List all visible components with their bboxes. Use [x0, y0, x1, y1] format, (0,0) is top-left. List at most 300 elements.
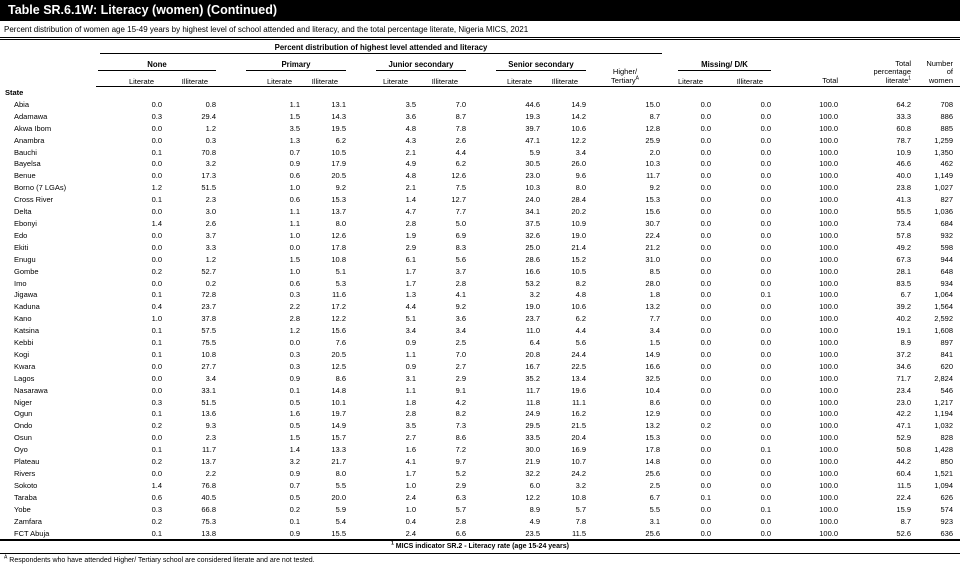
value-cell: 12.2 — [525, 492, 540, 502]
value-cell: 5.1 — [405, 314, 416, 324]
table-row — [0, 301, 960, 313]
value-cell: 0.2 — [700, 421, 712, 431]
section-label-state: State — [5, 88, 24, 97]
value-cell: 1.5 — [289, 433, 300, 443]
value-cell: 100.0 — [819, 278, 839, 288]
table-row — [0, 230, 960, 242]
value-cell: 0.0 — [760, 159, 772, 169]
value-cell: 1,064 — [934, 290, 954, 300]
value-cell: 37.2 — [896, 349, 912, 359]
value-cell: 0.0 — [760, 385, 772, 395]
value-cell: 0.0 — [700, 433, 712, 443]
value-cell: 0.0 — [700, 99, 712, 109]
value-cell: 15.5 — [331, 528, 346, 538]
value-cell: 2.9 — [455, 373, 466, 383]
table-row — [0, 325, 960, 337]
value-cell: 0.0 — [700, 409, 712, 419]
value-cell: 1.3 — [289, 135, 300, 145]
value-cell: 10.7 — [571, 457, 586, 467]
value-cell: 12.8 — [645, 123, 661, 133]
value-cell: 23.5 — [525, 528, 540, 538]
value-cell: 1,194 — [934, 409, 954, 419]
value-cell: 11.5 — [896, 480, 912, 490]
value-cell: 41.3 — [896, 195, 912, 205]
value-cell: 2.2 — [289, 302, 300, 312]
value-cell: 100.0 — [819, 254, 839, 264]
value-cell: 5.9 — [529, 147, 540, 157]
value-cell: 10.9 — [896, 147, 912, 157]
state-cell: Nasarawa — [14, 385, 48, 395]
value-cell: 100.0 — [819, 469, 839, 478]
value-cell: 1.6 — [405, 445, 416, 455]
state-cell: Taraba — [14, 492, 37, 502]
state-cell: Gombe — [14, 266, 39, 276]
table-row — [0, 444, 960, 456]
value-cell: 32.5 — [645, 373, 661, 383]
value-cell: 7.7 — [455, 207, 466, 217]
value-cell: 897 — [940, 338, 954, 348]
value-cell: 620 — [940, 361, 954, 371]
value-cell: 1.7 — [405, 469, 416, 478]
state-cell: Imo — [14, 278, 27, 288]
value-cell: 0.0 — [700, 457, 712, 467]
value-cell: 5.9 — [335, 504, 346, 514]
state-cell: Kwara — [14, 361, 36, 371]
value-cell: 5.3 — [335, 278, 346, 288]
value-cell: 1,521 — [934, 469, 954, 478]
value-cell: 10.5 — [571, 266, 586, 276]
value-cell: 934 — [940, 278, 954, 288]
value-cell: 3.0 — [205, 207, 216, 217]
value-cell: 100.0 — [819, 99, 839, 109]
value-cell: 83.5 — [896, 278, 912, 288]
value-cell: 1.8 — [649, 290, 661, 300]
value-cell: 1,350 — [934, 147, 954, 157]
column-header-none-literate: Literate — [96, 71, 164, 87]
value-cell: 0.0 — [760, 373, 772, 383]
value-cell: 100.0 — [819, 516, 839, 526]
value-cell: 932 — [940, 230, 954, 240]
value-cell: 13.7 — [331, 207, 346, 217]
value-cell: 0.1 — [151, 290, 162, 300]
value-cell: 626 — [940, 492, 954, 502]
value-cell: 23.7 — [525, 314, 540, 324]
value-cell: 52.9 — [896, 433, 912, 443]
table-row — [0, 468, 960, 480]
value-cell: 0.4 — [405, 516, 416, 526]
value-cell: 0.0 — [760, 278, 772, 288]
value-cell: 15.3 — [331, 195, 346, 205]
table-row — [0, 194, 960, 206]
value-cell: 2.9 — [455, 480, 466, 490]
spanner-header — [96, 40, 662, 55]
value-cell: 13.2 — [645, 421, 661, 431]
value-cell: 0.0 — [151, 254, 162, 264]
value-cell: 32.2 — [525, 469, 540, 478]
value-cell: 11.8 — [525, 397, 540, 407]
value-cell: 14.9 — [331, 421, 346, 431]
value-cell: 44.6 — [525, 99, 540, 109]
table-row — [0, 361, 960, 373]
value-cell: 28.4 — [571, 195, 586, 205]
value-cell: 923 — [940, 516, 954, 526]
value-cell: 0.0 — [151, 99, 162, 109]
column-header-missing-illiterate: Illiterate — [713, 71, 773, 87]
value-cell: 10.8 — [571, 492, 586, 502]
table-row — [0, 492, 960, 504]
table-row — [0, 218, 960, 230]
value-cell: 0.1 — [151, 528, 162, 538]
value-cell: 0.0 — [760, 457, 772, 467]
value-cell: 0.1 — [151, 326, 162, 336]
value-cell: 0.0 — [151, 469, 162, 478]
table-row — [0, 111, 960, 123]
value-cell: 100.0 — [819, 135, 839, 145]
value-cell: 1.4 — [405, 195, 416, 205]
column-header-missing-literate: Literate — [662, 71, 713, 87]
value-cell: 49.2 — [896, 242, 912, 252]
state-cell: Borno (7 LGAs) — [14, 183, 67, 193]
state-cell: Plateau — [14, 457, 40, 467]
value-cell: 31.0 — [645, 254, 661, 264]
value-cell: 0.0 — [760, 397, 772, 407]
value-cell: 10.8 — [201, 349, 216, 359]
table-row — [0, 504, 960, 516]
table-row — [0, 242, 960, 254]
value-cell: 35.2 — [525, 373, 540, 383]
value-cell: 1.5 — [289, 254, 300, 264]
value-cell: 12.6 — [331, 230, 346, 240]
value-cell: 100.0 — [819, 326, 839, 336]
value-cell: 73.4 — [896, 218, 912, 228]
value-cell: 11.7 — [201, 445, 216, 455]
spanner-label: Percent distribution of highest level attended and literacy — [100, 43, 662, 54]
value-cell: 0.0 — [700, 314, 712, 324]
value-cell: 1.7 — [405, 278, 416, 288]
value-cell: 3.7 — [205, 230, 216, 240]
state-cell: Kogi — [14, 349, 30, 359]
value-cell: 0.9 — [405, 361, 416, 371]
value-cell: 2.1 — [405, 147, 416, 157]
value-cell: 0.1 — [151, 195, 162, 205]
value-cell: 0.0 — [700, 480, 712, 490]
value-cell: 7.8 — [455, 123, 466, 133]
value-cell: 0.3 — [151, 504, 162, 514]
value-cell: 25.0 — [525, 242, 540, 252]
value-cell: 100.0 — [819, 147, 839, 157]
value-cell: 26.0 — [571, 159, 586, 169]
value-cell: 60.8 — [896, 123, 912, 133]
value-cell: 0.0 — [151, 135, 162, 145]
value-cell: 0.0 — [760, 361, 772, 371]
value-cell: 0.0 — [151, 385, 162, 395]
value-cell: 15.6 — [645, 207, 661, 217]
value-cell: 9.1 — [455, 385, 466, 395]
value-cell: 55.5 — [896, 207, 912, 217]
value-cell: 100.0 — [819, 302, 839, 312]
value-cell: 15.9 — [896, 504, 912, 514]
value-cell: 12.2 — [331, 314, 346, 324]
value-cell: 1.1 — [289, 99, 300, 109]
value-cell: 0.9 — [405, 338, 416, 348]
state-cell: Kano — [14, 314, 32, 324]
state-cell: Niger — [14, 397, 32, 407]
value-cell: 52.6 — [896, 528, 912, 538]
value-cell: 23.0 — [525, 171, 540, 181]
value-cell: 7.7 — [649, 314, 661, 324]
header-spanner-row — [0, 40, 960, 55]
value-cell: 4.8 — [405, 171, 416, 181]
value-cell: 6.1 — [405, 254, 416, 264]
value-cell: 2.7 — [405, 433, 416, 443]
value-cell: 4.4 — [405, 302, 416, 312]
state-cell: Anambra — [14, 135, 45, 145]
state-cell: Kebbi — [14, 338, 34, 348]
value-cell: 0.3 — [205, 135, 216, 145]
value-cell: 3.4 — [575, 147, 586, 157]
value-cell: 0.0 — [760, 326, 772, 336]
value-cell: 3.1 — [649, 516, 661, 526]
value-cell: 4.3 — [405, 135, 416, 145]
value-cell: 0.0 — [700, 195, 712, 205]
value-cell: 4.8 — [575, 290, 586, 300]
value-cell: 10.6 — [571, 302, 586, 312]
value-cell: 33.1 — [201, 385, 216, 395]
value-cell: 16.7 — [525, 361, 540, 371]
value-cell: 3.4 — [405, 326, 416, 336]
column-header-junior-illiterate: Illiterate — [418, 71, 468, 87]
value-cell: 4.2 — [455, 397, 466, 407]
value-cell: 2.3 — [205, 195, 216, 205]
value-cell: 22.4 — [645, 230, 661, 240]
state-cell: Rivers — [14, 469, 36, 478]
footnote-1-symbol: 1 — [391, 541, 394, 548]
value-cell: 0.0 — [700, 326, 712, 336]
value-cell: 0.0 — [760, 147, 772, 157]
value-cell: 17.8 — [331, 242, 346, 252]
value-cell: 0.3 — [289, 349, 300, 359]
value-cell: 20.0 — [331, 492, 346, 502]
value-cell: 2.5 — [649, 480, 661, 490]
value-cell: 100.0 — [819, 385, 839, 395]
value-cell: 0.3 — [151, 111, 162, 121]
value-cell: 0.0 — [760, 218, 772, 228]
table-row — [0, 254, 960, 266]
footnote-indicator: $^1$ MICS indicator SR.2 - Literacy rate (age 15-24 years) — [0, 541, 960, 554]
value-cell: 636 — [940, 528, 954, 538]
value-cell: 16.6 — [645, 361, 661, 371]
table-row — [0, 432, 960, 444]
value-cell: 0.0 — [700, 135, 712, 145]
value-cell: 1.1 — [405, 385, 416, 395]
value-cell: 12.5 — [331, 361, 346, 371]
value-cell: 0.0 — [760, 254, 772, 264]
value-cell: 1.5 — [289, 111, 300, 121]
value-cell: 19.1 — [896, 326, 912, 336]
literacy-table — [0, 39, 960, 541]
value-cell: 10.5 — [331, 147, 346, 157]
value-cell: 42.2 — [896, 409, 912, 419]
value-cell: 0.0 — [151, 159, 162, 169]
table-row — [0, 123, 960, 135]
value-cell: 76.8 — [201, 480, 216, 490]
value-cell: 7.0 — [455, 99, 466, 109]
value-cell: 23.8 — [896, 183, 912, 193]
value-cell: 0.0 — [289, 242, 300, 252]
value-cell: 13.4 — [571, 373, 586, 383]
value-cell: 0.0 — [700, 242, 712, 252]
value-cell: 3.4 — [205, 373, 216, 383]
value-cell: 0.0 — [289, 338, 300, 348]
value-cell: 0.7 — [289, 147, 300, 157]
value-cell: 0.0 — [700, 504, 712, 514]
value-cell: 648 — [940, 266, 954, 276]
value-cell: 5.5 — [649, 504, 661, 514]
value-cell: 1.0 — [151, 314, 162, 324]
value-cell: 0.0 — [760, 421, 772, 431]
value-cell: 15.6 — [331, 326, 346, 336]
value-cell: 0.0 — [151, 373, 162, 383]
value-cell: 3.2 — [575, 480, 586, 490]
value-cell: 3.6 — [405, 111, 416, 121]
value-cell: 30.0 — [525, 445, 540, 455]
group-header-junior-secondary: Junior secondary — [348, 54, 468, 71]
value-cell: 0.0 — [700, 338, 712, 348]
value-cell: 0.0 — [151, 207, 162, 217]
value-cell: 0.1 — [289, 385, 300, 395]
value-cell: 2.3 — [205, 433, 216, 443]
value-cell: 13.8 — [201, 528, 216, 538]
value-cell: 0.0 — [760, 195, 772, 205]
value-cell: 0.0 — [700, 147, 712, 157]
value-cell: 0.2 — [205, 278, 216, 288]
value-cell: 20.2 — [571, 207, 586, 217]
value-cell: 1.8 — [405, 397, 416, 407]
value-cell: 0.0 — [760, 314, 772, 324]
value-cell: 0.9 — [289, 469, 300, 478]
value-cell: 684 — [940, 218, 954, 228]
table-row — [0, 337, 960, 349]
value-cell: 13.1 — [331, 99, 346, 109]
value-cell: 0.0 — [700, 361, 712, 371]
value-cell: 51.5 — [201, 397, 216, 407]
value-cell: 24.0 — [525, 195, 540, 205]
value-cell: 0.0 — [700, 111, 712, 121]
value-cell: 34.1 — [525, 207, 540, 217]
value-cell: 1.2 — [205, 123, 216, 133]
value-cell: 47.1 — [896, 421, 912, 431]
value-cell: 4.9 — [529, 516, 540, 526]
value-cell: 5.4 — [335, 516, 346, 526]
value-cell: 0.1 — [151, 349, 162, 359]
value-cell: 10.6 — [571, 123, 586, 133]
value-cell: 75.5 — [201, 338, 216, 348]
section-row — [0, 87, 960, 99]
value-cell: 1.1 — [405, 349, 416, 359]
table-row — [0, 158, 960, 170]
value-cell: 15.7 — [331, 433, 346, 443]
table-header — [0, 40, 960, 87]
footnote-a-symbol: A — [4, 555, 8, 562]
value-cell: 708 — [940, 99, 954, 109]
value-cell: 4.7 — [405, 207, 416, 217]
value-cell: 2.2 — [205, 469, 216, 478]
value-cell: 28.1 — [896, 266, 912, 276]
value-cell: 20.5 — [331, 171, 346, 181]
value-cell: 8.6 — [335, 373, 346, 383]
value-cell: 100.0 — [819, 349, 839, 359]
value-cell: 19.5 — [331, 123, 346, 133]
value-cell: 0.0 — [760, 409, 772, 419]
value-cell: 2.4 — [405, 528, 416, 538]
table-subtitle: Percent distribution of women age 15-49 years by highest level of school attended and literacy, and the total percentage literate, Nigeria MICS, 2021 — [0, 21, 960, 38]
value-cell: 841 — [940, 349, 954, 359]
state-cell: Kaduna — [14, 302, 40, 312]
value-cell: 6.3 — [455, 492, 466, 502]
group-header-senior-secondary: Senior secondary — [468, 54, 588, 71]
value-cell: 44.2 — [896, 457, 912, 467]
value-cell: 11.7 — [525, 385, 540, 395]
value-cell: 2.8 — [455, 278, 466, 288]
value-cell: 1,027 — [934, 183, 954, 193]
value-cell: 2.5 — [455, 338, 466, 348]
value-cell: 25.6 — [645, 469, 661, 478]
value-cell: 15.3 — [645, 433, 661, 443]
value-cell: 0.0 — [760, 480, 772, 490]
value-cell: 100.0 — [819, 338, 839, 348]
value-cell: 14.9 — [645, 349, 661, 359]
table-row — [0, 397, 960, 409]
value-cell: 28.6 — [525, 254, 540, 264]
value-cell: 11.6 — [331, 290, 346, 300]
table-row — [0, 289, 960, 301]
column-header-primary-illiterate: Illiterate — [302, 71, 348, 87]
value-cell: 0.2 — [289, 504, 300, 514]
value-cell: 100.0 — [819, 266, 839, 276]
state-cell: Enugu — [14, 254, 36, 264]
value-cell: 9.2 — [455, 302, 466, 312]
value-cell: 3.1 — [405, 373, 416, 383]
state-cell: Ekiti — [14, 242, 29, 252]
value-cell: 0.0 — [760, 349, 772, 359]
value-cell: 0.0 — [151, 171, 162, 181]
value-cell: 15.0 — [645, 99, 661, 109]
value-cell: 8.6 — [455, 433, 466, 443]
value-cell: 1.1 — [289, 218, 300, 228]
value-cell: 0.0 — [700, 230, 712, 240]
value-cell: 6.2 — [575, 314, 586, 324]
value-cell: 14.3 — [331, 111, 346, 121]
state-cell: Edo — [14, 230, 28, 240]
value-cell: 0.6 — [289, 171, 300, 181]
state-cell: Zamfara — [14, 516, 42, 526]
column-header-none-illiterate: Illiterate — [164, 71, 218, 87]
value-cell: 1.2 — [289, 326, 300, 336]
value-cell: 4.9 — [405, 159, 416, 169]
value-cell: 1.5 — [649, 338, 661, 348]
state-cell: Sokoto — [14, 480, 38, 490]
value-cell: 0.7 — [289, 480, 300, 490]
value-cell: 0.1 — [760, 290, 772, 300]
value-cell: 0.0 — [760, 230, 772, 240]
value-cell: 3.4 — [455, 326, 466, 336]
value-cell: 0.5 — [289, 397, 300, 407]
table-row — [0, 170, 960, 182]
value-cell: 6.2 — [455, 159, 466, 169]
value-cell: 21.5 — [571, 421, 586, 431]
state-column-spacer — [0, 40, 96, 87]
page-title: Table SR.6.1W: Literacy (women) (Continued) — [0, 0, 960, 21]
